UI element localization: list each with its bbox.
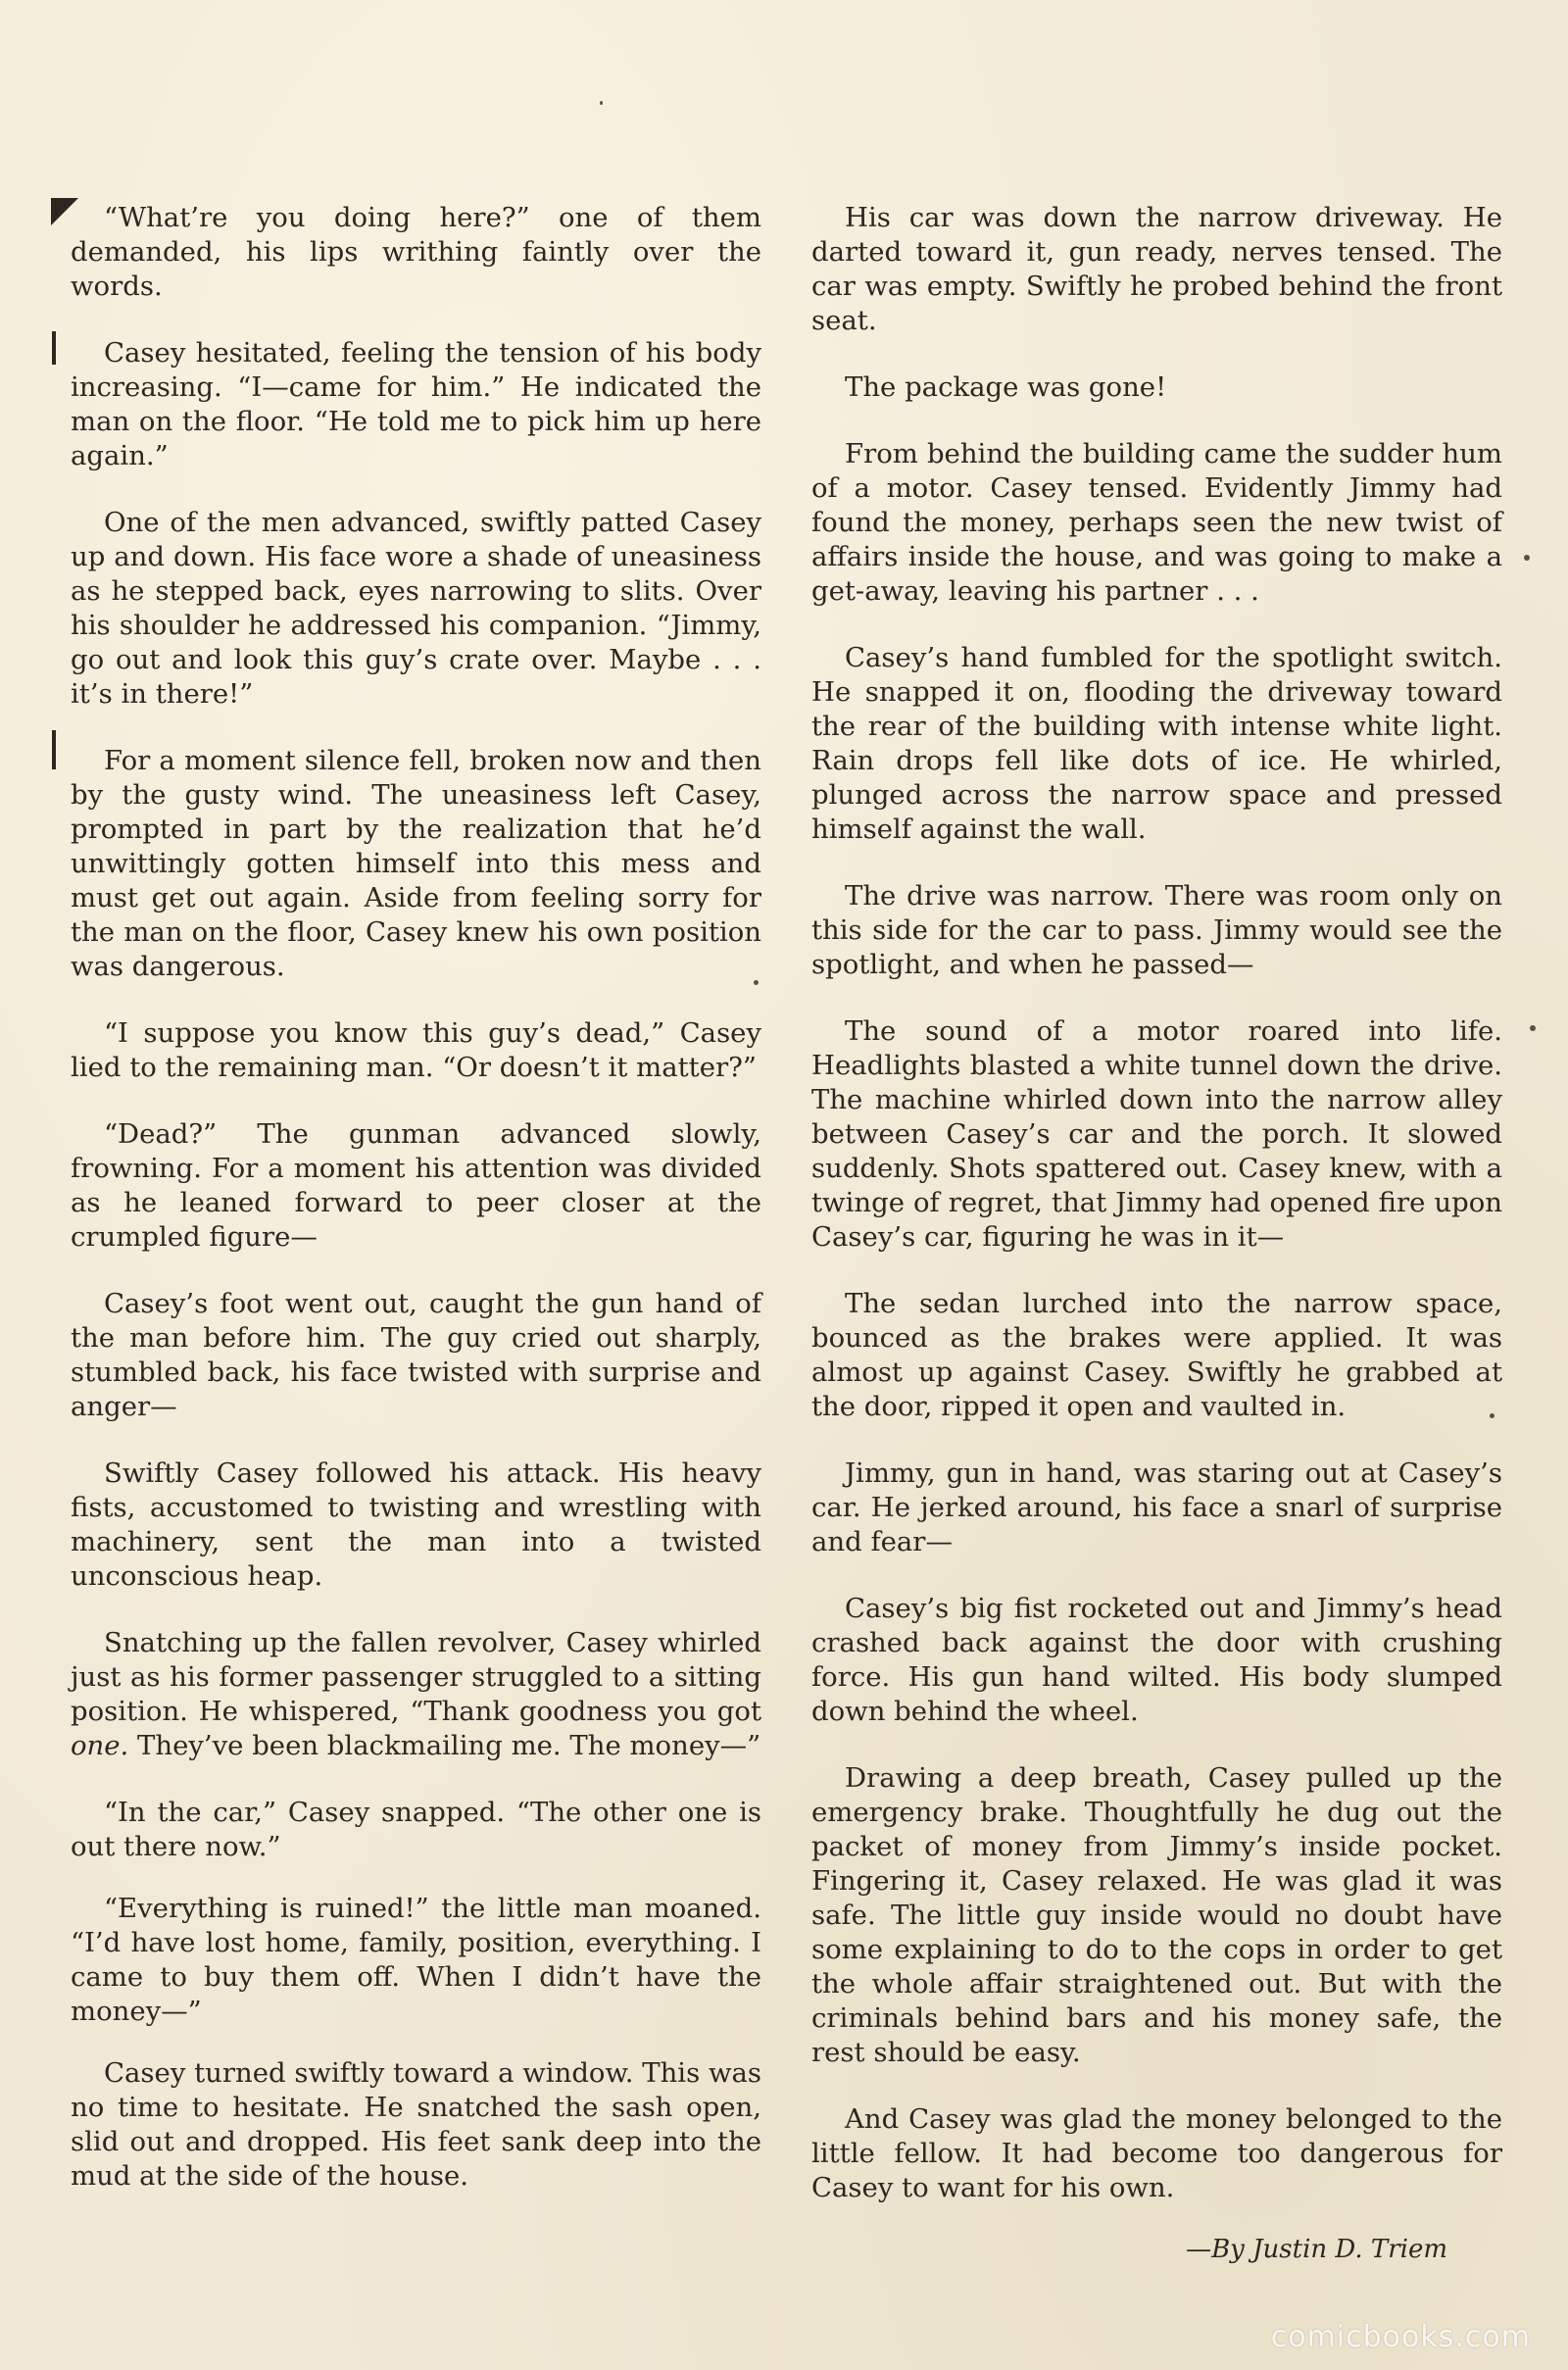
print-speck [600, 101, 603, 105]
paragraph: “What’re you doing here?” one of them demanded, his lips writhing faintly over the words. [71, 202, 761, 302]
paragraph: For a moment silence fell, broken now and then by the gusty wind. The uneasiness left Casey, prompted in part by the realization that he’d unwittingly gotten himself into this mess and must get out again. Aside from feeling sorry for the man on the floor, Casey knew his own position was dangerous. [71, 745, 761, 982]
print-speck [1530, 1025, 1536, 1031]
emphasized-word: one. [71, 1730, 129, 1761]
paragraph: And Casey was glad the money belonged to the little fellow. It had become too dangerous for Casey to want for his own. [811, 2103, 1502, 2203]
column-mark [52, 331, 56, 365]
paragraph: Swiftly Casey followed his attack. His heavy fists, accustomed to twisting and wrestling with machinery, sent the man into a twisted unconscious heap. [71, 1457, 761, 1592]
paragraph: Casey turned swiftly toward a window. This was no time to hesitate. He snatched the sash open, slid out and dropped. His feet sank deep into the mud at the side of the house. [71, 2057, 761, 2192]
paragraph: Casey’s foot went out, caught the gun hand of the man before him. The guy cried out sharply, stumbled back, his face twisted with surprise and anger— [71, 1288, 761, 1422]
paragraph: The drive was narrow. There was room only on this side for the car to pass. Jimmy would see the spotlight, and when he passed— [811, 880, 1502, 980]
paragraph: The package was gone! [845, 371, 1167, 403]
right-column [811, 201, 1502, 2267]
paragraph: His car was down the narrow driveway. He darted toward it, gun ready, nerves tensed. The car was empty. Swiftly he probed behind the front seat. [811, 202, 1502, 336]
paragraph-text: They’ve been blackmailing me. The money—” [128, 1730, 761, 1761]
paragraph: “In the car,” Casey snapped. “The other one is out there now.” [71, 1797, 761, 1862]
paragraph: Casey’s big fist rocketed out and Jimmy’s head crashed back against the door with crushing force. His gun hand wilted. His body slumped down behind the wheel. [811, 1593, 1502, 1727]
print-speck [1524, 555, 1530, 561]
paragraph: Drawing a deep breath, Casey pulled up the emergency brake. Thoughtfully he dug out the packet of money from Jimmy’s inside pocket. Fingering it, Casey relaxed. He was glad it was safe. The little guy inside would no doubt have some explaining to do to the cops in order to get the whole affair straightened out. But with the criminals behind bars and his money safe, the rest should be easy. [811, 1762, 1502, 2068]
paragraph: The sedan lurched into the narrow space, bounced as the brakes were applied. It was almost up against Casey. Swiftly he grabbed at the door, ripped it open and vaulted in. [811, 1288, 1502, 1422]
print-speck [1490, 1413, 1494, 1418]
paragraph: Casey’s hand fumbled for the spotlight switch. He snapped it on, flooding the driveway toward the rear of the building with intense white light. Rain drops fell like dots of ice. He whirled, plunged across the narrow space and pressed himself against the wall. [811, 642, 1502, 845]
paragraph: “I suppose you know this guy’s dead,” Casey lied to the remaining man. “Or doesn’t it matter?” [71, 1017, 761, 1083]
paragraph: Jimmy, gun in hand, was staring out at Casey’s car. He jerked around, his face a snarl of surprise and fear— [811, 1457, 1502, 1557]
left-column [71, 201, 761, 2221]
paragraph: One of the men advanced, swiftly patted Casey up and down. His face wore a shade of uneasiness as he stepped back, eyes narrowing to slits. Over his shoulder he addressed his companion. “Jimmy, go out and look this guy’s crate over. Maybe . . . it’s in there!” [71, 507, 761, 710]
paragraph-text: Snatching up the fallen revolver, Casey whirled just as his former passenger struggled to a sitting position. He whispered, “Thank goodness you got [71, 1627, 761, 1727]
paragraph: Casey hesitated, feeling the tension of his body increasing. “I—came for him.” He indicated the man on the floor. “He told me to pick him up here again.” [71, 337, 761, 471]
paragraph: “Dead?” The gunman advanced slowly, frowning. For a moment his attention was divided as he leaned forward to peer closer at the crumpled figure— [71, 1118, 761, 1253]
paragraph: “Everything is ruined!” the little man moaned. “I’d have lost home, family, position, everything. I came to buy them off. When I didn’t have the money—” [71, 1893, 761, 2027]
paragraph: The sound of a motor roared into life. Headlights blasted a white tunnel down the drive. The machine whirled down into the narrow alley between Casey’s car and the porch. It slowed suddenly. Shots spattered out. Casey knew, with a twinge of regret, that Jimmy had opened fire upon Casey’s car, figuring he was in it— [811, 1015, 1502, 1253]
column-mark [52, 730, 56, 769]
author-byline: —By Justin D. Triem [1186, 2235, 1447, 2264]
print-speck [754, 980, 759, 985]
paragraph: From behind the building came the sudder hum of a motor. Casey tensed. Evidently Jimmy had found the money, perhaps seen the new twist of affairs inside the house, and was going to make a get-away, leaving his partner . . . [811, 438, 1502, 607]
site-watermark: comicbooks.com [1270, 2320, 1531, 2354]
paragraph [71, 1626, 761, 1763]
